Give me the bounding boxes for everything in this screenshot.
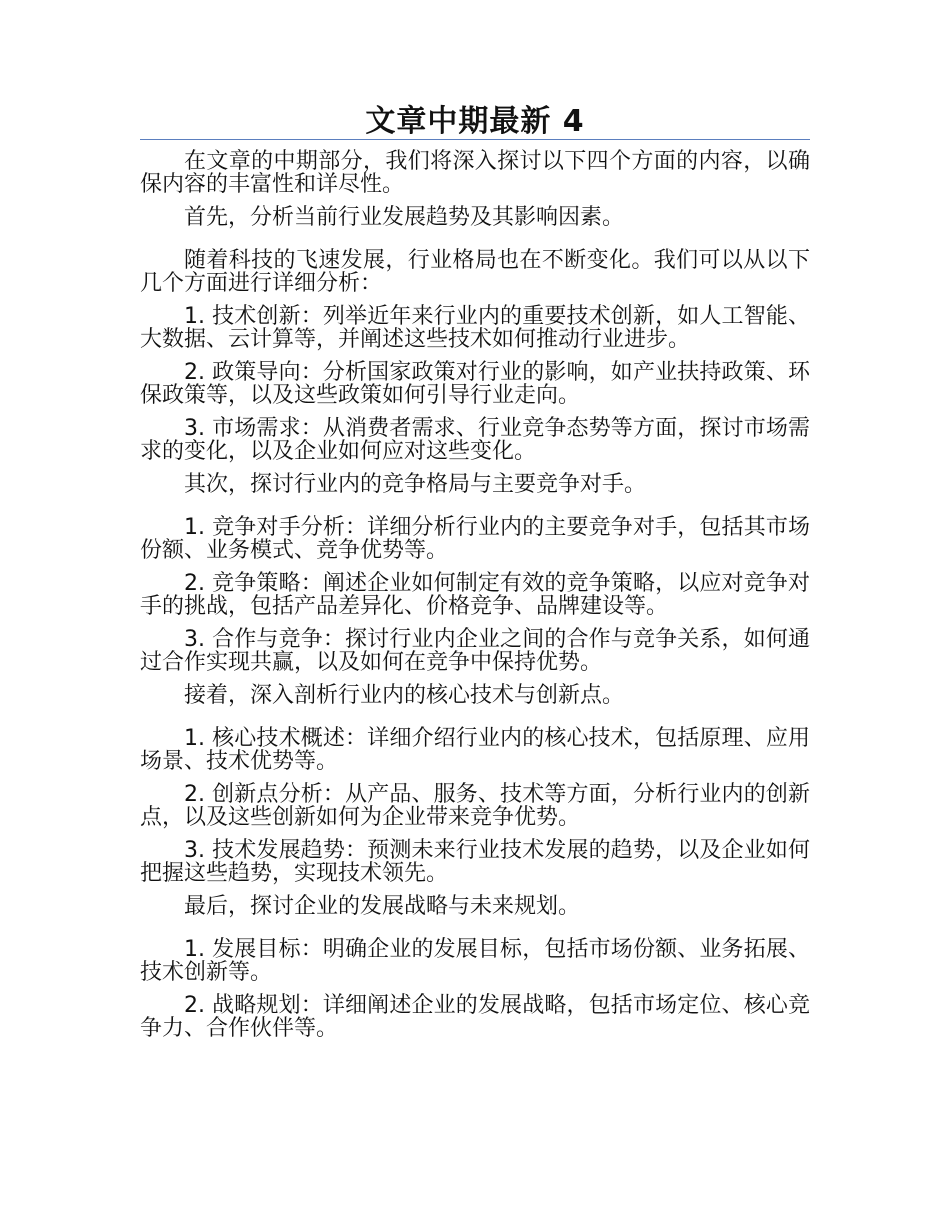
paragraph: 随着科技的飞速发展，行业格局也在不断变化。我们可以从以下几个方面进行详细分析： (140, 248, 810, 296)
section-heading-paragraph: 其次，探讨行业内的竞争格局与主要竞争对手。 (184, 472, 647, 497)
list-item: 2. 竞争策略：阐述企业如何制定有效的竞争策略，以应对竞争对手的挑战，包括产品差异化、价格竞争、品牌建设等。 (140, 571, 810, 619)
title-underline (140, 139, 810, 140)
list-item: 1. 发展目标：明确企业的发展目标，包括市场份额、业务拓展、技术创新等。 (140, 937, 810, 985)
list-item: 2. 政策导向：分析国家政策对行业的影响，如产业扶持政策、环保政策等，以及这些政策如何引导行业走向。 (140, 360, 810, 408)
section-heading-paragraph: 接着，深入剖析行业内的核心技术与创新点。 (184, 683, 625, 708)
paragraph: 在文章的中期部分，我们将深入探讨以下四个方面的内容，以确保内容的丰富性和详尽性。 (140, 149, 810, 197)
document-title: 文章中期最新 4 (365, 104, 585, 139)
list-item: 2. 创新点分析：从产品、服务、技术等方面，分析行业内的创新点，以及这些创新如何为企业带来竞争优势。 (140, 782, 810, 830)
list-item: 3. 技术发展趋势：预测未来行业技术发展的趋势，以及企业如何把握这些趋势，实现技术领先。 (140, 838, 810, 886)
list-item: 2. 战略规划：详细阐述企业的发展战略，包括市场定位、核心竞争力、合作伙伴等。 (140, 993, 810, 1041)
section-heading-paragraph: 最后，探讨企业的发展战略与未来规划。 (184, 894, 581, 919)
list-item: 1. 核心技术概述：详细介绍行业内的核心技术，包括原理、应用场景、技术优势等。 (140, 726, 810, 774)
list-item: 1. 竞争对手分析：详细分析行业内的主要竞争对手，包括其市场份额、业务模式、竞争优势等。 (140, 515, 810, 563)
list-item: 3. 市场需求：从消费者需求、行业竞争态势等方面，探讨市场需求的变化，以及企业如何应对这些变化。 (140, 416, 810, 464)
list-item: 3. 合作与竞争：探讨行业内企业之间的合作与竞争关系，如何通过合作实现共赢，以及如何在竞争中保持优势。 (140, 627, 810, 675)
section-heading-paragraph: 首先，分析当前行业发展趋势及其影响因素。 (184, 205, 625, 230)
list-item: 1. 技术创新：列举近年来行业内的重要技术创新，如人工智能、大数据、云计算等，并阐述这些技术如何推动行业进步。 (140, 304, 810, 352)
document-body (140, 150, 810, 1050)
